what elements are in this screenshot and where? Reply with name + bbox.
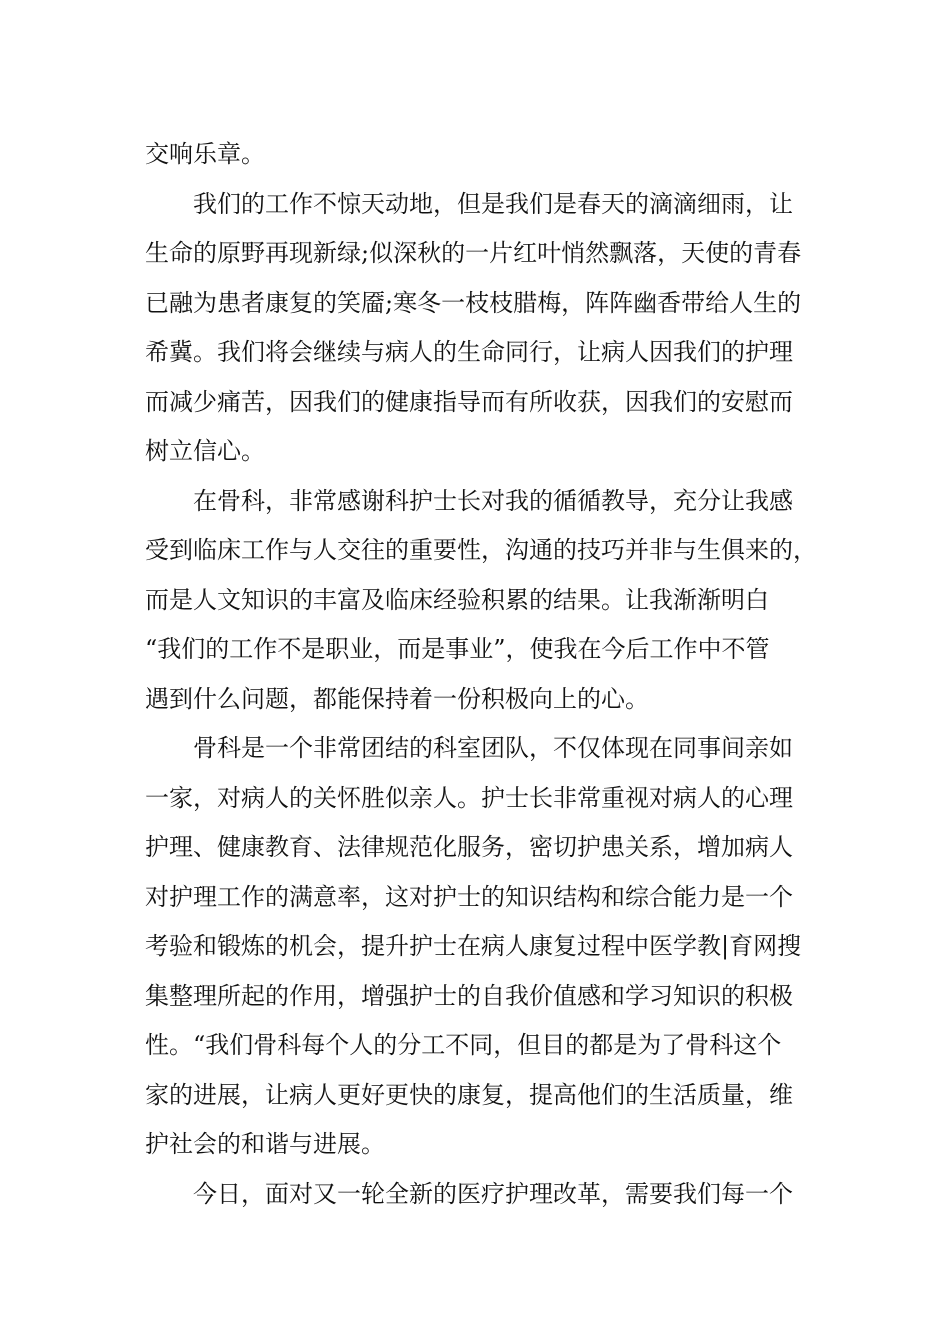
paragraph-line: 一家，对病人的关怀胜似亲人。护士长非常重视对病人的心理	[145, 783, 793, 812]
paragraph-line: 受到临床工作与人交往的重要性，沟通的技巧并非与生俱来的，	[145, 536, 817, 564]
paragraph-line: 护理、健康教育、法律规范化服务，密切护患关系，增加病人	[145, 833, 793, 861]
paragraph-line: 希冀。我们将会继续与病人的生命同行，让病人因我们的护理	[145, 338, 793, 366]
document-body	[145, 130, 817, 1219]
paragraph-line: 遇到什么问题，都能保持着一份积极向上的心。	[145, 684, 649, 713]
paragraph-line: “我们的工作不是职业，而是事业”，使我在今后工作中不管	[145, 635, 770, 663]
paragraph-line: 对护理工作的满意率，这对护士的知识结构和综合能力是一个	[145, 882, 793, 911]
paragraph-line: 树立信心。	[145, 437, 265, 465]
paragraph-line: 考验和锻炼的机会，提升护士在病人康复过程中医学教|育网搜	[145, 932, 802, 960]
paragraph-line: 今日，面对又一轮全新的医疗护理改革，需要我们每一个	[193, 1179, 793, 1208]
paragraph-line: 生命的原野再现新绿;似深秋的一片红叶悄然飘落，天使的青春	[145, 239, 802, 267]
paragraph-line: 护社会的和谐与进展。	[145, 1130, 385, 1158]
paragraph-line: 而是人文知识的丰富及临床经验积累的结果。让我渐渐明白	[145, 585, 769, 614]
paragraph-line: 家的进展，让病人更好更快的康复，提高他们的生活质量，维	[145, 1080, 793, 1109]
paragraph-line: 已融为患者康复的笑靥;寒冬一枝枝腊梅，阵阵幽香带给人生的	[145, 288, 802, 317]
paragraph-line: 而减少痛苦，因我们的健康指导而有所收获，因我们的安慰而	[145, 387, 793, 416]
paragraph-line: 骨科是一个非常团结的科室团队，不仅体现在同事间亲如	[193, 734, 793, 762]
paragraph-line: 在骨科，非常感谢科护士长对我的循循教导，充分让我感	[193, 486, 793, 515]
paragraph-line: 集整理所起的作用，增强护士的自我价值感和学习知识的积极	[145, 981, 793, 1010]
paragraph-line: 我们的工作不惊天动地，但是我们是春天的滴滴细雨，让	[193, 189, 793, 218]
paragraph-line: 性。“我们骨科每个人的分工不同，但目的都是为了骨科这个	[145, 1031, 782, 1059]
paragraph-line: 交响乐章。	[145, 140, 265, 168]
